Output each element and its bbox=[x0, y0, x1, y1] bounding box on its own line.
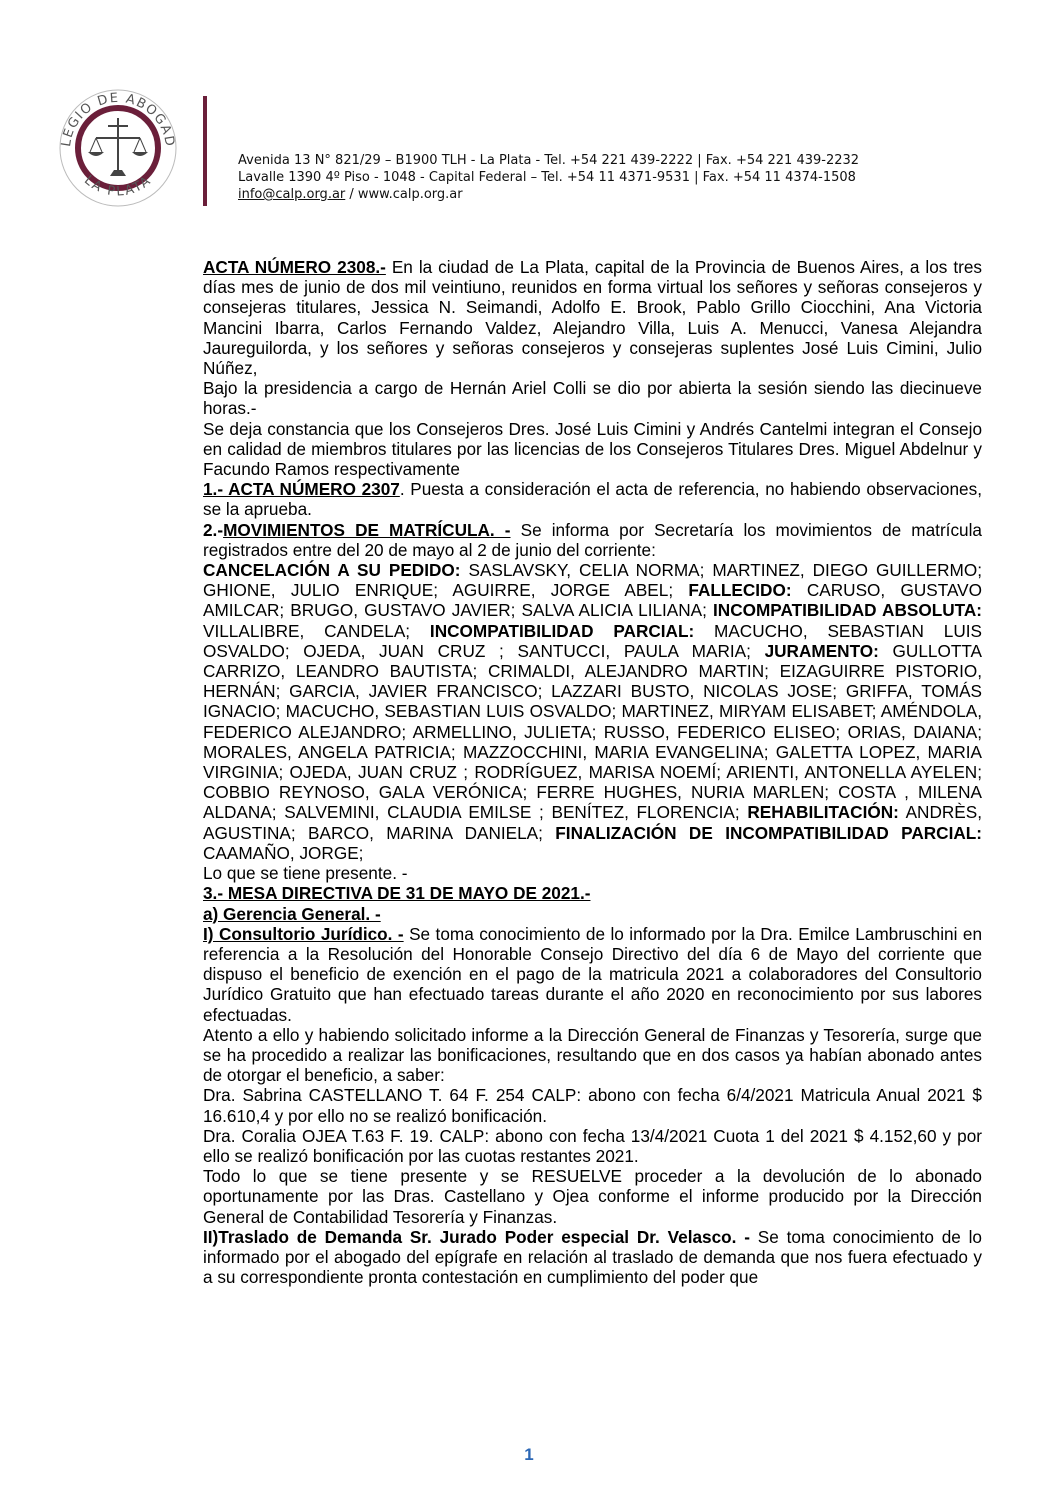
consultorio-paragraph: I) Consultorio Jurídico. - Se toma conocimiento de lo informado por la Dra. Emilce Lambruschini en referencia a la Resolución del Honorable Consejo Directivo del día 6 de Mayo del corriente que dispuso el beneficio de exención en el pago de la matricula 2021 a colaboradores del Consultorio Jurídico Gratuito que han efectuado tareas durante el año 2020 en reconocimiento por sus labores efectuadas. bbox=[203, 923, 983, 1025]
letterhead-contact bbox=[238, 152, 859, 203]
address-line-la-plata: Avenida 13 N° 821/29 – B1900 TLH - La Plata - Tel. +54 221 439-2222 | Fax. +54 221 439-2232 bbox=[238, 153, 860, 168]
item-3-heading: 3.- MESA DIRECTIVA DE 31 DE MAYO DE 2021.- bbox=[203, 883, 591, 904]
email-link[interactable]: info@calp.org.ar bbox=[238, 187, 346, 202]
scales-of-justice-icon bbox=[48, 78, 188, 218]
item-1-heading: 1.- ACTA NÚMERO 2307 bbox=[203, 479, 400, 500]
ojea-paragraph: Dra. Coralia OJEA T.63 F. 19. CALP: abono con fecha 13/4/2021 Cuota 1 del 2021 $ 4.152,60 y por ello se realizó bonificación por las cuotas restantes 2021. bbox=[203, 1125, 982, 1166]
castellano-paragraph: Dra. Sabrina CASTELLANO T. 64 F. 254 CALP: abono con fecha 6/4/2021 Matricula Anual 2021 $ 16.610,4 y por ello no se realizó bonificación. bbox=[203, 1085, 982, 1126]
resuelve-paragraph: Todo lo que se tiene presente y se RESUELVE proceder a la devolución de lo abonado oportunamente por las Dras. Castellano y Ojea conforme el informe producido por la Dirección General de Contabilidad Tesorería y Finanzas. bbox=[203, 1166, 982, 1227]
header-divider bbox=[203, 96, 207, 206]
item-2-paragraph: 2.-MOVIMIENTOS DE MATRÍCULA. - Se informa por Secretaría los movimientos de matrícula registrados entre del 20 de mayo al 2 de junio del corriente: bbox=[203, 519, 982, 560]
website-text: / www.calp.org.ar bbox=[345, 187, 463, 202]
presidency-paragraph: Bajo la presidencia a cargo de Hernán Ariel Colli se dio por abierta la sesión siendo las diecinueve horas.- bbox=[203, 378, 982, 419]
svg-text:LA PLATA: LA PLATA bbox=[81, 172, 155, 200]
acta-body bbox=[203, 257, 982, 1287]
constancia-paragraph: Se deja constancia que los Consejeros Dres. José Luis Cimini y Andrés Cantelmi integran el Consejo en calidad de miembros titulares por las licencias de los Consejeros Titulares Dres. Miguel Abdelnur y Facundo Ramos respectivamente bbox=[203, 418, 982, 480]
college-seal-logo bbox=[48, 78, 188, 218]
address-line-capital: Lavalle 1390 4º Piso - 1048 - Capital Federal – Tel. +54 11 4371-9531 | Fax. +54 11 4374-1508 bbox=[238, 170, 856, 185]
tiene-presente: Lo que se tiene presente. - bbox=[203, 863, 408, 884]
item-1-paragraph: 1.- ACTA NÚMERO 2307. Puesta a consideración el acta de referencia, no habiendo observaciones, se la aprueba. bbox=[203, 479, 982, 520]
subsection-a-heading: a) Gerencia General. - bbox=[203, 903, 381, 924]
matricula-movements: CANCELACIÓN A SU PEDIDO: SASLAVSKY, CELIA NORMA; MARTINEZ, DIEGO GUILLERMO; GHIONE, JULIO ENRIQUE; AGUIRRE, JORGE ABEL; FALLECIDO: CARUSO, GUSTAVO AMILCAR; BRUGO, GUSTAVO JAVIER; SALVA ALICIA LILIANA; INCOMPATIBILIDAD ABSOLUTA: VILLALIBRE, CANDELA; INCOMPATIBILIDAD PARCIAL: MACUCHO, SEBASTIAN LUIS OSVALDO; OJEDA, JUAN CRUZ ; SANTUCCI, PAULA MARIA; JURAMENTO: GULLOTTA CARRIZO, LEANDRO BAUTISTA; CRIMALDI, ALEJANDRO MARTIN; EIZAGUIRRE PISTORIO, HERNÁN; GARCIA, JAVIER FRANCISCO; LAZZARI BUSTO, NICOLAS JOSE; GRIFFA, TOMÁS IGNACIO; MACUCHO, SEBASTIAN LUIS OSVALDO; MARTINEZ, MIRYAM ELISABET; AMÉNDOLA, FEDERICO ALEJANDRO; ARMELLINO, JULIETA; RUSSO, FEDERICO ELISEO; ORIAS, DAIANA; MORALES, ANGELA PATRICIA; MAZZOCCHINI, MARIA EVANGELINA; GALETTA LOPEZ, MARIA VIRGINIA; OJEDA, JUAN CRUZ ; RODRÍGUEZ, MARISA NOEMÍ; ARIENTI, ANTONELLA AYELEN; COBBIO REYNOSO, GALA VERÓNICA; FERRE HUGHES, NURIA MARLEN; COSTA , MILENA ALDANA; SALVEMINI, CLAUDIA EMILSE ; BENÍTEZ, FLORENCIA; REHABILITACIÓN: ANDRÈS, AGUSTINA; BARCO, MARINA DANIELA; FINALIZACIÓN DE INCOMPATIBILIDAD PARCIAL: CAAMAÑO, JORGE; bbox=[203, 560, 983, 863]
contact-line bbox=[238, 186, 859, 203]
svg-text:COLEGIO DE ABOGADOS: LEGIO DE ABOGAD bbox=[59, 90, 178, 149]
atento-paragraph: Atento a ello y habiendo solicitado informe a la Dirección General de Finanzas y Tesorería, surge que se ha procedido a realizar las bonificaciones, resultando que en dos casos ya habían abonado antes de otorgar el beneficio, a saber: bbox=[203, 1024, 982, 1086]
traslado-paragraph: II)Traslado de Demanda Sr. Jurado Poder especial Dr. Velasco. - Se toma conocimiento de lo informado por el abogado del epígrafe en relación al traslado de demanda que nos fuera efectuado y a su correspondiente pronta contestación en cumplimiento del poder que bbox=[203, 1226, 982, 1288]
item-2-heading: MOVIMIENTOS DE MATRÍCULA. - bbox=[223, 519, 511, 540]
acta-heading: ACTA NÚMERO 2308.- bbox=[203, 257, 386, 277]
page-number: 1 bbox=[524, 1445, 534, 1464]
intro-paragraph: ACTA NÚMERO 2308.- En la ciudad de La Plata, capital de la Provincia de Buenos Aires, a los tres días mes de junio de dos mil veintiuno, reunidos en forma virtual los señores y señoras consejeros y consejeras titulares, Jessica N. Seimandi, Adolfo E. Brook, Pablo Grillo Ciocchini, Ana Victoria Mancini Ibarra, Carlos Fernando Valdez, Alejandro Villa, Luis A. Menucci, Vanesa Alejandra Jaureguilorda, y los señores y señoras consejeros y consejeras suplentes José Luis Cimini, Julio Núñez, bbox=[203, 257, 982, 379]
